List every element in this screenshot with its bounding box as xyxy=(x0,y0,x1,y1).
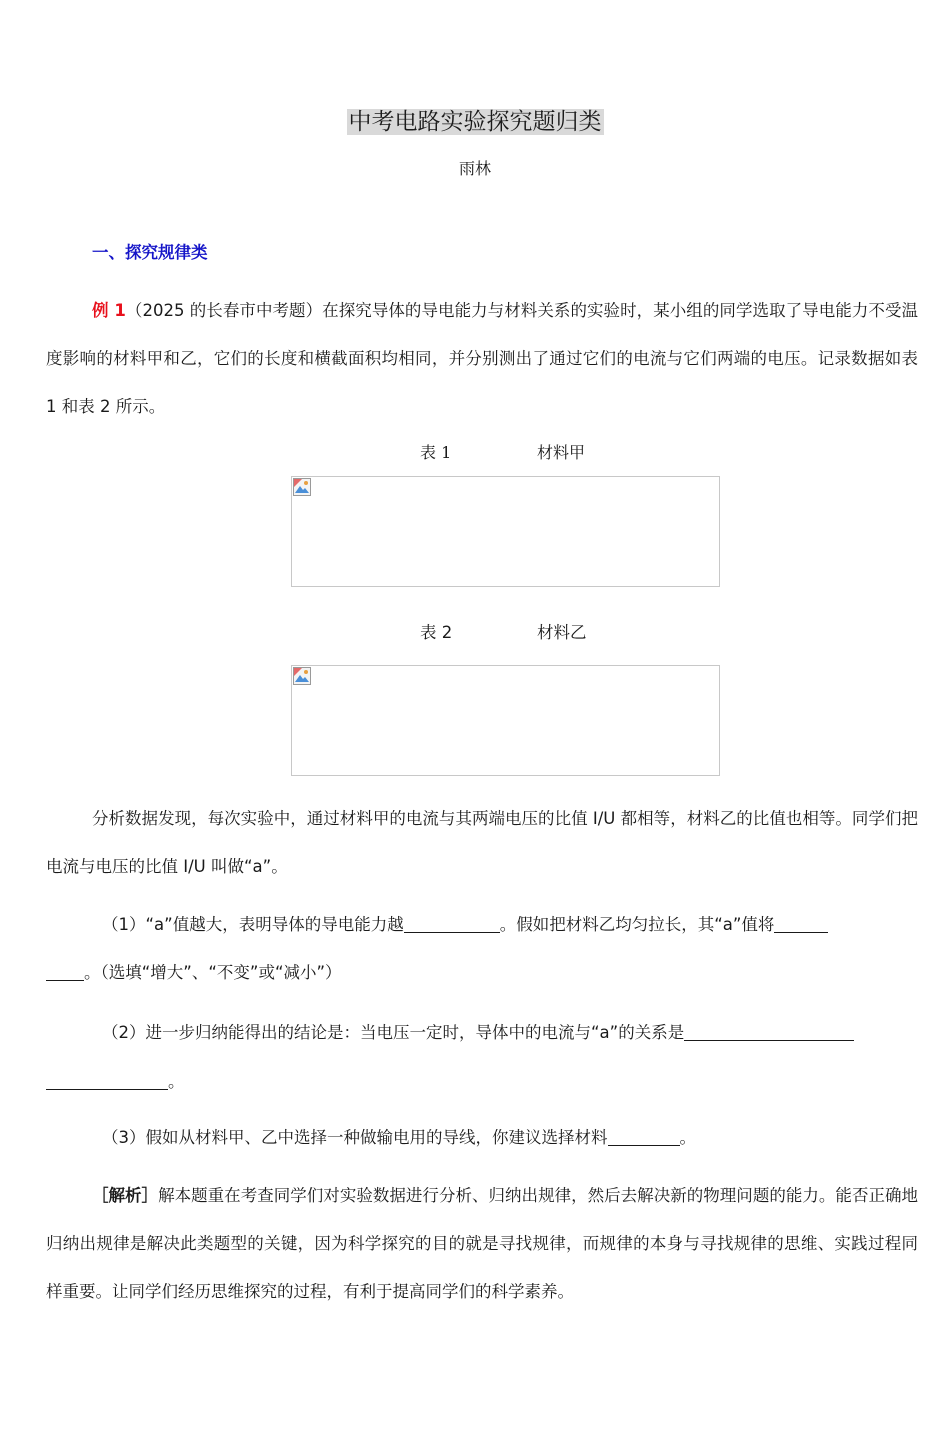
answer-blank xyxy=(684,1024,854,1042)
question-3-line: （3）假如从材料甲、乙中选择一种做输电用的导线，你建议选择材料 。 xyxy=(102,1128,696,1147)
table1-image xyxy=(291,476,720,587)
section-heading: 一、探究规律类 xyxy=(92,243,208,262)
table1-label: 表 1 xyxy=(420,443,452,462)
question-2-line2: 。 xyxy=(46,1070,918,1094)
table2-label: 表 2 xyxy=(420,623,453,642)
answer-blank xyxy=(774,916,828,934)
solution-paragraph xyxy=(46,1172,918,1316)
table2-image xyxy=(291,665,720,776)
example-intro-text: （2025 的长春市中考题）在探究导体的导电能力与材料关系的实验时，某小组的同学选取了导电能力不受温度影响的材料甲和乙，它们的长度和横截面积均相同，并分别测出了通过它们的电流与它们两端的电压。记录数据如表 1 和表 2 所示。 xyxy=(46,301,918,416)
answer-blank xyxy=(404,916,500,934)
question-2-line1: （2）进一步归纳能得出的结论是：当电压一定时，导体中的电流与“a”的关系是 xyxy=(46,1021,918,1045)
analysis-paragraph: 分析数据发现，每次实验中，通过材料甲的电流与其两端电压的比值 I/U 都相等，材料乙的比值也相等。同学们把电流与电压的比值 I/U 叫做“a”。 xyxy=(46,809,918,876)
broken-image-icon xyxy=(293,667,311,685)
table2-caption xyxy=(0,619,950,645)
broken-image-icon xyxy=(293,478,311,496)
document-title: 中考电路实验探究题归类 xyxy=(348,109,602,135)
solution-label: ［解析］ xyxy=(92,1186,159,1205)
table1-material: 材料甲 xyxy=(537,443,586,462)
answer-blank xyxy=(46,964,84,982)
table2-material: 材料乙 xyxy=(537,623,587,642)
document-author: 雨林 xyxy=(458,159,491,178)
table1-caption xyxy=(0,440,950,466)
example-intro-paragraph xyxy=(46,287,918,431)
question-1-line2: 。（选填“增大”、“不变”或“减小”） xyxy=(46,961,918,985)
solution-text: 解本题重在考查同学们对实验数据进行分析、归纳出规律，然后去解决新的物理问题的能力。能否正确地归纳出规律是解决此类题型的关键，因为科学探究的目的就是寻找规律，而规律的本身与寻找规律的思维、实践过程同样重要。让同学们经历思维探究的过程，有利于提高同学们的科学素养。 xyxy=(46,1186,919,1301)
example-label: 例 1 xyxy=(92,301,126,320)
answer-blank xyxy=(46,1073,168,1091)
answer-blank xyxy=(608,1129,680,1147)
question-1-line1: （1）“a”值越大，表明导体的导电能力越 。假如把材料乙均匀拉长，其“a”值将 xyxy=(46,913,918,937)
